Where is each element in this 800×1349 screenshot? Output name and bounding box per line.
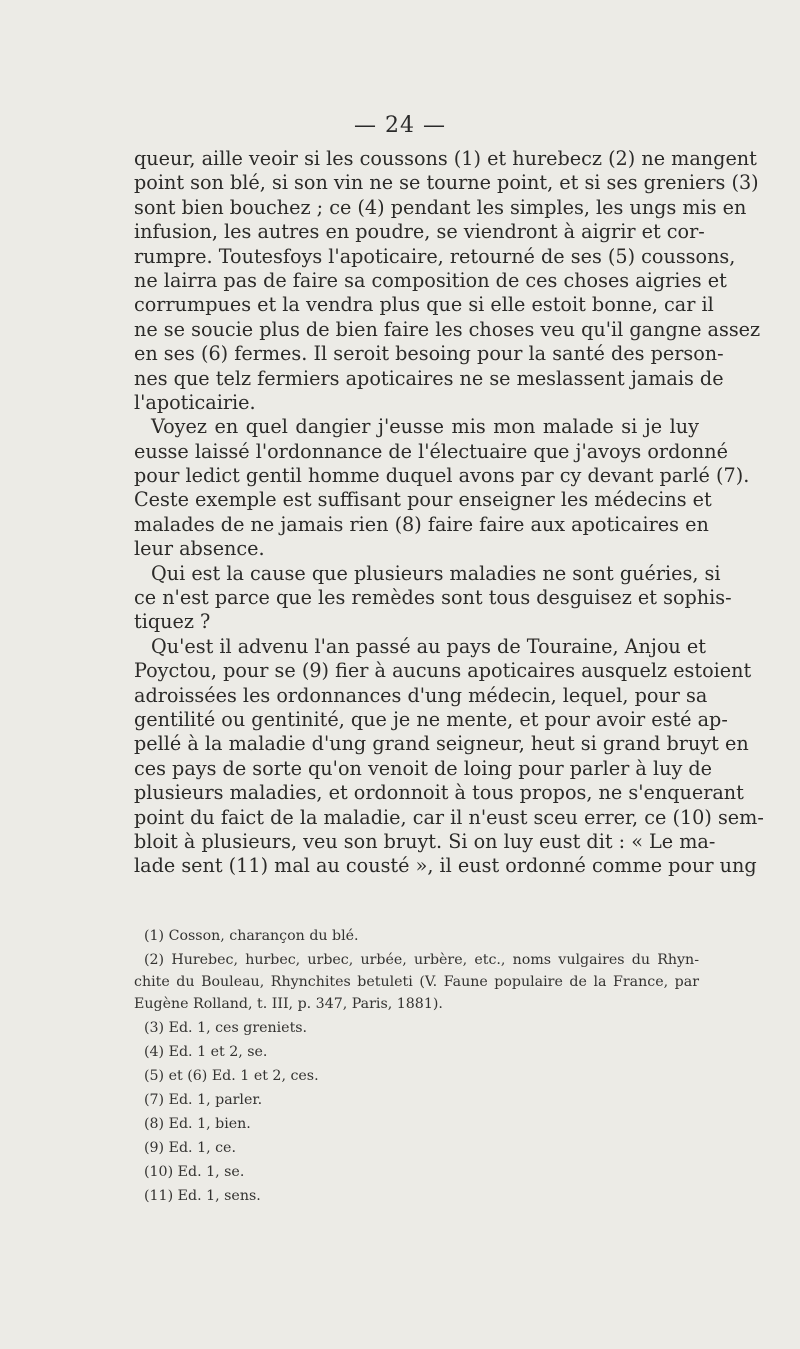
page-number: — 24 — xyxy=(354,113,446,138)
footnote-line: (11) Ed. 1, sens. xyxy=(144,1188,261,1204)
body-line: pour ledict gentil homme duquel avons par cy devant parlé (7). xyxy=(134,464,750,488)
body-line: sont bien bouchez ; ce (4) pendant les simples, les ungs mis en xyxy=(134,195,747,219)
body-line: ne se soucie plus de bien faire les choses veu qu'il gangne assez xyxy=(134,317,761,341)
footnote-line: (1) Cosson, charançon du blé. xyxy=(144,928,359,944)
body-line: queur, aille veoir si les coussons (1) et hurebecz (2) ne mangent xyxy=(134,147,757,170)
body-line: malades de ne jamais rien (8) faire faire aux apoticaires en xyxy=(134,512,709,536)
body-line: tiquez ? xyxy=(134,610,211,634)
body-line: en ses (6) fermes. Il seroit besoing pour la santé des person- xyxy=(134,342,724,366)
body-line: Poyctou, pour se (9) fier à aucuns apoticaires ausquelz estoient xyxy=(134,659,752,683)
body-line: pellé à la maladie d'ung grand seigneur, heut si grand bruyt en xyxy=(134,732,749,756)
footnote-line: (8) Ed. 1, bien. xyxy=(144,1116,251,1132)
footnote-line: chite du Bouleau, Rhynchites betuleti (V. Faune populaire de la France, par xyxy=(134,974,699,990)
footnote-line: (10) Ed. 1, se. xyxy=(144,1164,245,1180)
body-line: Voyez en quel dangier j'eusse mis mon malade si je luy xyxy=(151,415,699,439)
body-line: rumpre. Toutesfoys l'apoticaire, retourné de ses (5) coussons, xyxy=(134,244,736,268)
body-line: l'apoticairie. xyxy=(134,390,256,414)
body-line: ne lairra pas de faire sa composition de ces choses aigries et xyxy=(134,268,727,292)
footnotes xyxy=(134,925,699,1209)
footnote-line: (3) Ed. 1, ces greniets. xyxy=(144,1020,308,1036)
body-line: Qui est la cause que plusieurs maladies ne sont guéries, si xyxy=(151,561,721,585)
body-line: Qu'est il advenu l'an passé au pays de Touraine, Anjou et xyxy=(151,634,706,658)
body-line: eusse laissé l'ordonnance de l'électuaire que j'avoys ordonné xyxy=(134,439,728,463)
body-line: lade sent (11) mal au cousté », il eust ordonné comme pour ung xyxy=(134,854,757,878)
footnote-line: (5) et (6) Ed. 1 et 2, ces. xyxy=(144,1068,319,1084)
footnote-line: (9) Ed. 1, ce. xyxy=(144,1140,236,1156)
body-line: corrumpues et la vendra plus que si elle estoit bonne, car il xyxy=(134,293,714,317)
footnote-line: (2) Hurebec, hurbec, urbec, urbée, urbère, etc., noms vulgaires du Rhyn- xyxy=(144,952,699,968)
footnote-line: (4) Ed. 1 et 2, se. xyxy=(144,1044,268,1060)
body-line: point son blé, si son vin ne se tourne point, et si ses greniers (3) xyxy=(134,171,759,195)
body-line: Ceste exemple est suffisant pour enseigner les médecins et xyxy=(134,488,712,512)
body-line: point du faict de la maladie, car il n'eust sceu errer, ce (10) sem- xyxy=(134,805,764,829)
body-line: leur absence. xyxy=(134,537,265,561)
body-line: plusieurs maladies, et ordonnoit à tous propos, ne s'enquerant xyxy=(134,781,744,805)
body-line: adroissées les ordonnances d'ung médecin, lequel, pour sa xyxy=(134,683,708,707)
body-line: ces pays de sorte qu'on venoit de loing pour parler à luy de xyxy=(134,756,713,780)
body-text xyxy=(134,147,764,879)
footnote-line: Eugène Rolland, t. III, p. 347, Paris, 1881). xyxy=(134,996,443,1012)
body-line: infusion, les autres en poudre, se viendront à aigrir et cor- xyxy=(134,220,705,244)
footnote-line: (7) Ed. 1, parler. xyxy=(144,1092,263,1108)
body-line: ce n'est parce que les remèdes sont tous desguisez et sophis- xyxy=(134,586,732,610)
body-line: gentilité ou gentinité, que je ne mente, et pour avoir esté ap- xyxy=(134,707,728,731)
body-line: nes que telz fermiers apoticaires ne se meslassent jamais de xyxy=(134,366,724,390)
body-line: bloit à plusieurs, veu son bruyt. Si on luy eust dit : « Le ma- xyxy=(134,829,716,853)
